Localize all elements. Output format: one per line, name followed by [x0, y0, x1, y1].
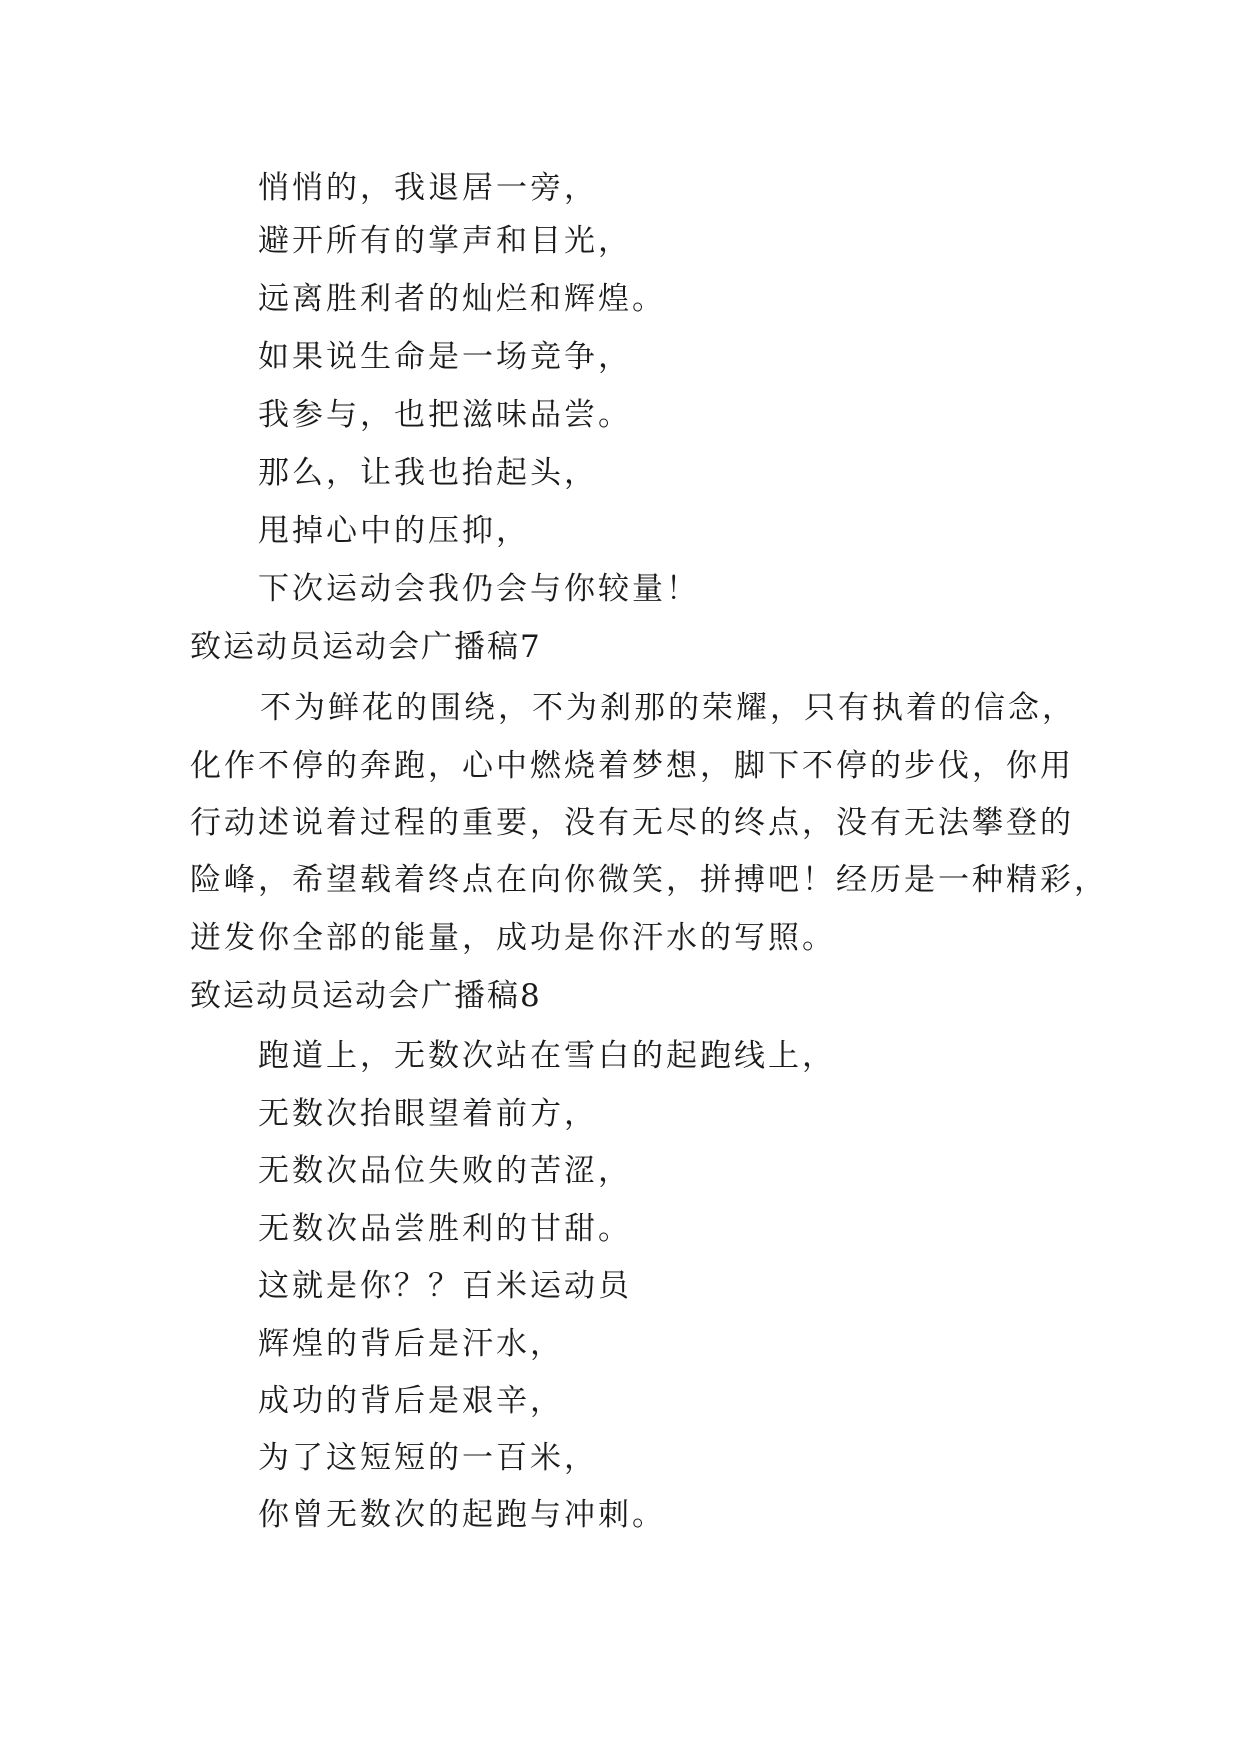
poem-line: 为了这短短的一百米，	[258, 1440, 598, 1476]
poem-line: 无数次抬眼望着前方，	[258, 1096, 598, 1132]
poem-line: 辉煌的背后是汗水，	[258, 1326, 564, 1362]
poem-line: 悄悄的，我退居一旁，	[258, 170, 598, 206]
poem-line: 这就是你？？百米运动员	[258, 1268, 632, 1304]
section-title: 致运动员运动会广播稿7	[190, 629, 542, 665]
paragraph-line: 险峰，希望载着终点在向你微笑，拼搏吧！经历是一种精彩，	[190, 862, 1108, 898]
poem-line: 甩掉心中的压抑，	[258, 513, 530, 549]
poem-line: 你曾无数次的起跑与冲刺。	[258, 1497, 666, 1533]
poem-line: 我参与，也把滋味品尝。	[258, 397, 632, 433]
poem-line: 远离胜利者的灿烂和辉煌。	[258, 281, 666, 317]
paragraph-line: 化作不停的奔跑，心中燃烧着梦想，脚下不停的步伐，你用	[190, 748, 1074, 784]
poem-line: 成功的背后是艰辛，	[258, 1383, 564, 1419]
poem-line: 下次运动会我仍会与你较量！	[258, 571, 700, 607]
paragraph-line: 不为鲜花的围绕，不为刹那的荣耀，只有执着的信念，	[260, 690, 1076, 726]
paragraph-line: 行动述说着过程的重要，没有无尽的终点，没有无法攀登的	[190, 805, 1074, 841]
poem-line: 无数次品位失败的苦涩，	[258, 1153, 632, 1189]
poem-line: 如果说生命是一场竞争，	[258, 339, 632, 375]
section-title: 致运动员运动会广播稿8	[190, 978, 542, 1014]
poem-line: 无数次品尝胜利的甘甜。	[258, 1211, 632, 1247]
paragraph-line: 迸发你全部的能量，成功是你汗水的写照。	[190, 920, 836, 956]
poem-line: 避开所有的掌声和目光，	[258, 223, 632, 259]
poem-line: 跑道上，无数次站在雪白的起跑线上，	[258, 1038, 836, 1074]
poem-line: 那么，让我也抬起头，	[258, 455, 598, 491]
